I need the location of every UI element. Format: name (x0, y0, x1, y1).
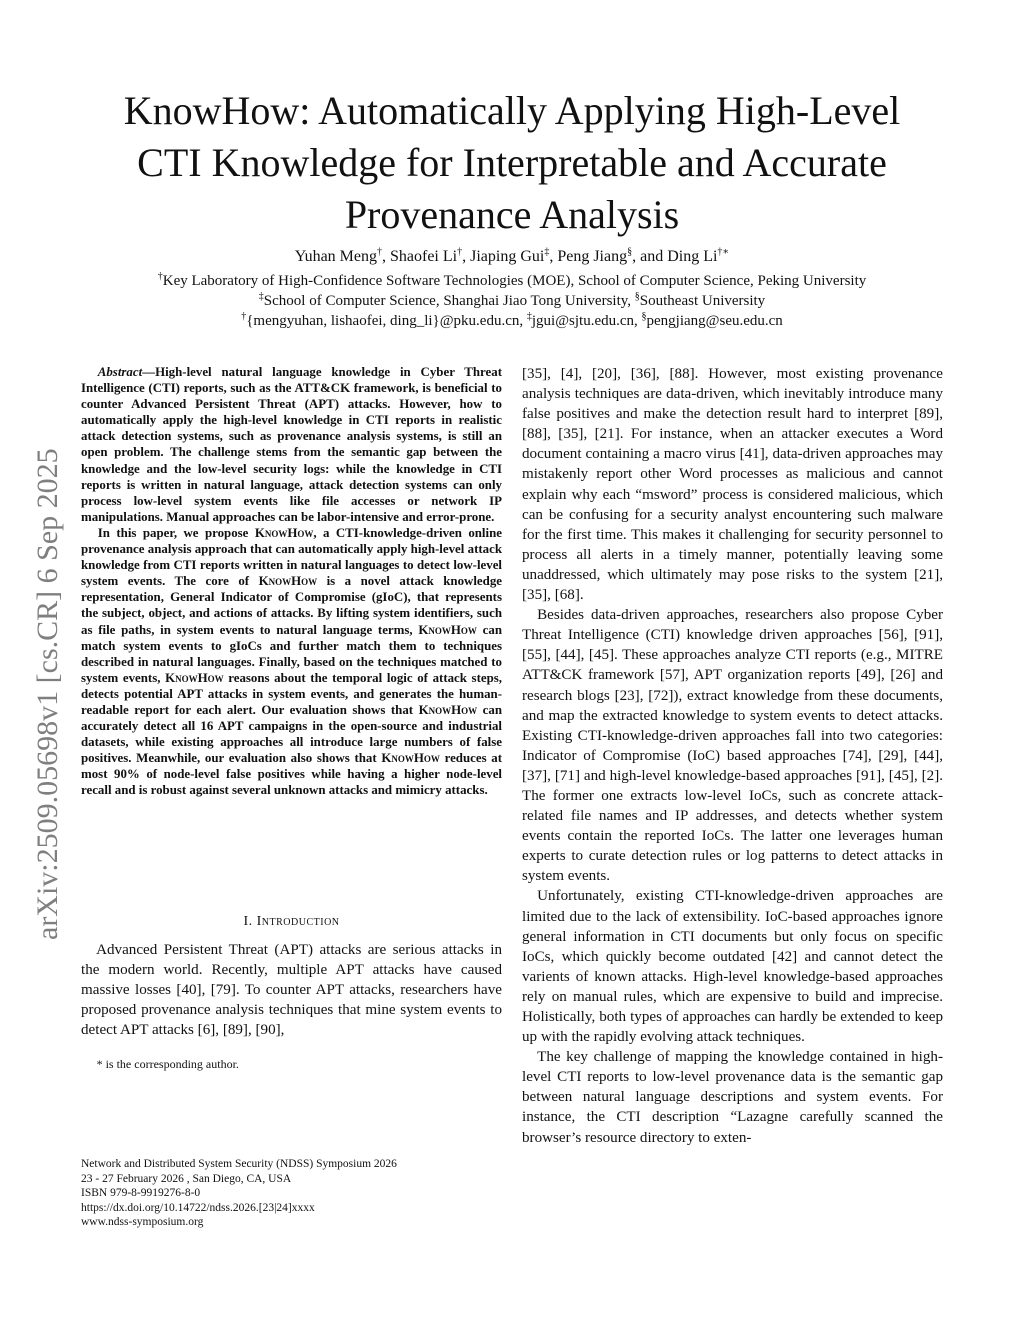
abstract-text-2b: , a CTI-knowledge-driven online provenance analysis approach that can automatically apply high-level attack knowledge from CTI reports written in natural languages to detect low-level system events. The core of (81, 525, 502, 589)
author-2: Shaofei Li (390, 248, 458, 265)
conference-line: 23 - 27 February 2026 , San Diego, CA, USA (81, 1172, 292, 1185)
abstract-paragraph-1 (81, 364, 502, 525)
abstract-text-2f: can accurately detect all 16 APT campaigns in the open-source and industrial datasets, while existing approaches all introduce large numbers of false positives. Meanwhile, our evaluation also shows that (81, 702, 502, 766)
author-3: Jiaping Gui (470, 248, 545, 265)
body-paragraph-1: [35], [4], [20], [36], [88]. However, most existing provenance analysis techniques are data-driven, which inevitably introduce many false positives and make the detection result hard to interpret [89], [88], [35], [21]. For instance, when an attacker executes a Word document containing a macro virus [41], data-driven approaches may mistakenly report other Word processes as malicious and cannot explain why each “msword” process is considered malicious, which can be confusing for a security analyst encountering such malware for the first time. This makes it challenging for security personnel to process all alerts in a timely manner, potentially leaving some unaddressed, which ultimately may pose risks to the system [21], [35], [68]. (522, 366, 943, 604)
system-name: KnowHow (165, 670, 224, 685)
conference-info (81, 1157, 521, 1230)
author-1-mark: † (377, 246, 382, 258)
conference-line: https://dx.doi.org/10.14722/ndss.2026.[23|24]xxxx (81, 1201, 315, 1214)
system-name: KnowHow (258, 574, 318, 589)
affil-2-text-a: School of Computer Science, Shanghai Jiao Tong University, (263, 293, 635, 309)
conference-line: ISBN 979-8-9919276-8-0 (81, 1187, 201, 1200)
email-line (60, 311, 964, 331)
title-line-1: KnowHow: Automatically Applying High-Level (123, 88, 901, 133)
title-line-3: Provenance Analysis (344, 192, 680, 237)
conference-line: Network and Distributed System Security (NDSS) Symposium 2026 (81, 1158, 397, 1170)
author-1: Yuhan Meng (294, 248, 377, 265)
system-name: KnowHow (254, 525, 314, 540)
body-paragraph-2: Besides data-driven approaches, researchers also propose Cyber Threat Intelligence (CTI) knowledge driven approaches [56], [91], [55], [44], [45]. These approaches analyze CTI reports (e.g., MITRE ATT&CK framework [57], APT organization reports [49], [26] and research blogs [23], [72]), extract knowledge from these documents, and map the extracted knowledge to system events to detect attacks. Existing CTI-knowledge-driven approaches fall into two categories: Indicator of Compromise (IoC) based approaches [74], [29], [44], [37], [71] and high-level knowledge-based approaches [91], [45], [2]. The former one extracts low-level IoCs, such as concrete attack-related file names and IP addresses, and detects whether system events contain the reported IoCs. The latter one leverages human experts to curate detection rules or log patterns to detect attacks in system events. (522, 607, 943, 885)
intro-paragraph-1: Advanced Persistent Threat (APT) attacks are serious attacks in the modern world. Recently, multiple APT attacks have caused massive losses [40], [79]. To counter APT attacks, researchers have proposed provenance analysis techniques that mine system events to detect APT attacks [6], [89], [90], (81, 942, 502, 1039)
email-mark-1: † (241, 311, 247, 322)
abstract-text-2d: can match system events to gIoCs and further match them to techniques described in natural languages. Finally, based on the techniques matched to system events, (81, 622, 502, 685)
affiliation-line-1 (60, 271, 964, 291)
author-4: Peng Jiang (557, 248, 628, 265)
conference-line: www.ndss-symposium.org (81, 1216, 204, 1229)
body-paragraph-4: The key challenge of mapping the knowledge contained in high-level CTI reports to low-level provenance data is the semantic gap between natural language descriptions and system events. For instance, the CTI description “Lazagne carefully scanned the browser’s resource directory to exten- (522, 1049, 943, 1146)
arxiv-identifier: arXiv:2509.05698v1 [cs.CR] 6 Sep 2025 (31, 448, 64, 940)
body-paragraph-3: Unfortunately, existing CTI-knowledge-driven approaches are limited due to the lack of extensibility. IoC-based approaches ignore general information in CTI documents but only focus on specific IoCs, which quickly become outdated [42] and cannot detect the varients of known attacks. High-level knowledge-based approaches rely on manual rules, which are expensive to build and imprecise. Holistically, both types of approaches can hardly be extended to keep up with the rapidly evolving attack techniques. (522, 888, 943, 1046)
intro-body (81, 940, 502, 1040)
title-line-2: CTI Knowledge for Interpretable and Accurate (137, 140, 887, 185)
abstract-label: Abstract (97, 365, 143, 379)
footnote: * is the corresponding author. (96, 1057, 239, 1071)
abstract-text-1: —High-level natural language knowledge in Cyber Threat Intelligence (CTI) reports, such as the ATT&CK framework, is beneficial to counter Advanced Persistent Threat (APT) attacks. However, how to automatically apply the high-level knowledge in CTI reports in realistic attack detection systems, such as provenance analysis systems, is still an open problem. The challenge stems from the semantic gap between the knowledge and the low-level security logs: while the knowledge in CTI reports is written in natural language, attack detection systems can only process low-level system events like file accesses or network IP manipulations. Manual approaches can be labor-intensive and error-prone. (81, 365, 502, 524)
abstract-text-2g: reduces at most 90% of node-level false positives while having a higher node-level recall and is robust against several unknown attacks and mimicry attacks. (81, 751, 502, 798)
author-2-mark: † (457, 246, 463, 258)
affiliations (60, 271, 964, 331)
author-4-mark: § (627, 246, 633, 258)
affiliation-line-2 (60, 291, 964, 311)
system-name: KnowHow (381, 751, 440, 766)
right-column-body (522, 364, 943, 1148)
abstract-text-2c: is a novel attack knowledge representation, General Indicator of Compromise (gIoC), that represents the subject, object, and actions of attacks. By lifting system identifiers, such as file paths, in system events to natural language terms, (81, 574, 502, 637)
abstract-paragraph-2 (81, 525, 502, 799)
abstract-text-2e: reasons about the temporal logic of attack steps, detects potential APT attacks in system events, and generates the human-readable report for each alert. Our evaluation shows that (81, 670, 502, 717)
affil-1-mark: † (157, 271, 163, 282)
system-name: KnowHow (418, 702, 478, 717)
email-seu: pengjiang@seu.edu.cn (646, 313, 783, 329)
author-5: and Ding Li (640, 248, 718, 265)
email-pku: {mengyuhan, lishaofei, ding_li}@pku.edu.cn, (246, 313, 527, 329)
email-mark-3: § (641, 311, 647, 322)
affil-2-mark-b: § (634, 291, 640, 302)
abstract (81, 364, 502, 799)
system-name: KnowHow (418, 622, 477, 637)
section-heading (81, 914, 502, 930)
affil-1-text: Key Laboratory of High-Confidence Software Technologies (MOE), School of Computer Science, Peking University (162, 273, 867, 289)
email-sjtu: jgui@sjtu.edu.cn, (531, 313, 642, 329)
email-mark-2: ‡ (526, 311, 532, 322)
section-number: I. (243, 914, 257, 929)
affil-2-mark: ‡ (258, 291, 264, 302)
section-title: Introduction (256, 914, 340, 929)
author-3-mark: ‡ (544, 246, 550, 258)
paper-title (60, 85, 964, 241)
author-list: Yuhan Meng†, Shaofei Li†, Jiaping Gui‡, Peng Jiang§, and Ding Li†∗ (294, 246, 730, 265)
author-5-mark: †∗ (717, 246, 730, 258)
abstract-text-2a: In this paper, we propose (97, 525, 255, 540)
affil-2-text-b: Southeast University (639, 293, 766, 309)
